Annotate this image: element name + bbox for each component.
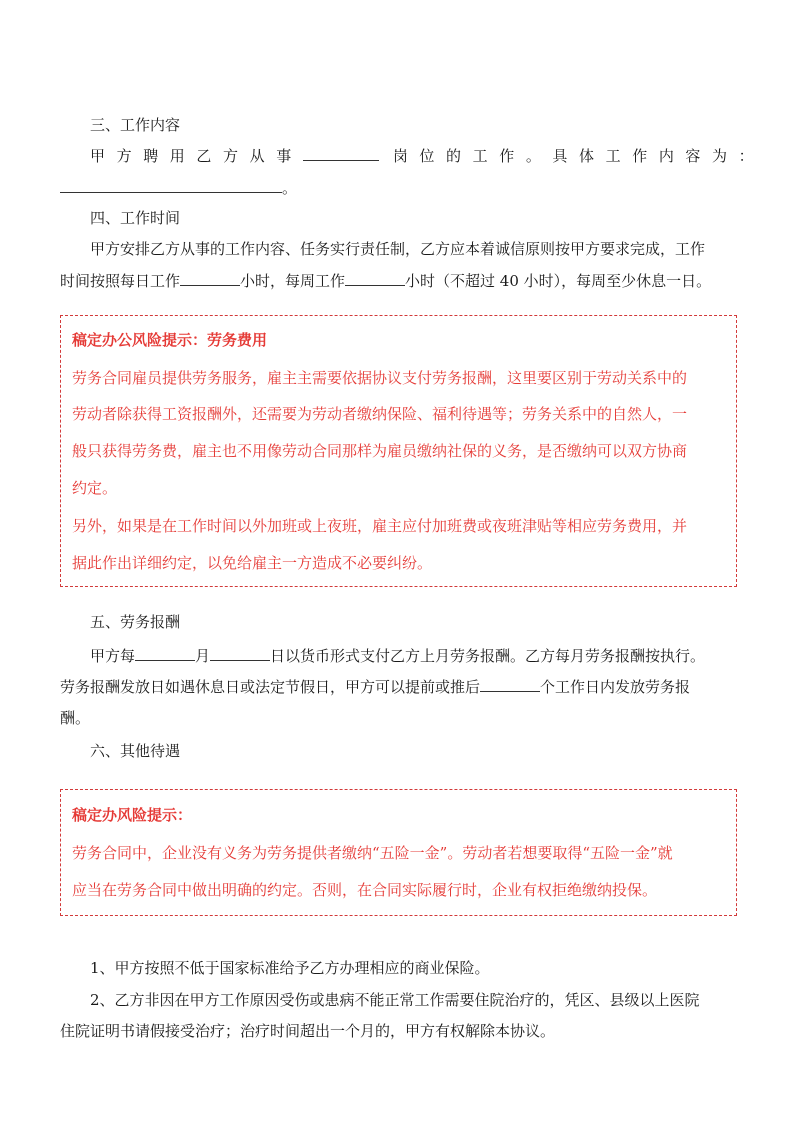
remuneration-line-2: 劳务报酬发放日如遇休息日或法定节假日，甲方可以提前或推后 个工作日内发放劳务报 <box>60 678 691 696</box>
section-heading-remuneration: 五、劳务报酬 <box>90 613 181 631</box>
work-content-line-1: 甲方聘用乙方从事 岗位的工作。具体工作内容为： <box>90 147 766 165</box>
day-blank[interactable] <box>210 646 270 661</box>
workdays-blank[interactable] <box>480 677 540 692</box>
section-heading-work-content: 三、工作内容 <box>90 116 181 134</box>
remuneration-line-1: 甲方每 月 日以货币形式支付乙方上月劳务报酬。乙方每月劳务报酬按执行。 <box>90 647 706 665</box>
position-blank[interactable] <box>303 146 379 161</box>
section-heading-other-benefits: 六、其他待遇 <box>90 742 181 760</box>
remuneration-line-3: 酬。 <box>60 709 91 727</box>
risk-tip-text: 劳动者除获得工资报酬外，还需要为劳动者缴纳保险、福利待遇等；劳务关系中的自然人，一 <box>72 405 688 423</box>
risk-tip-title: 稿定办风险提示： <box>72 806 193 824</box>
work-content-line-2: 。 <box>60 178 297 198</box>
weekly-hours-blank[interactable] <box>345 271 405 286</box>
work-time-line-2: 时间按照每日工作 小时，每周工作 小时（不超过 40 小时），每周至少休息一日。 <box>60 272 712 290</box>
risk-tip-text: 另外，如果是在工作时间以外加班或上夜班，雇主应付加班费或夜班津贴等相应劳务费用，并 <box>72 517 688 535</box>
work-time-line-1: 甲方安排乙方从事的工作内容、任务实行责任制，乙方应本着诚信原则按甲方要求完成，工作 <box>90 240 706 258</box>
risk-tip-text: 约定。 <box>72 479 118 497</box>
risk-tip-text: 劳务合同中，企业没有义务为劳务提供者缴纳“五险一金”。劳动者若想要取得“五险一金”就 <box>72 844 673 862</box>
benefit-item-1: 1、甲方按照不低于国家标准给予乙方办理相应的商业保险。 <box>90 959 490 977</box>
month-blank[interactable] <box>135 646 195 661</box>
risk-tip-title: 稿定办公风险提示：劳务费用 <box>72 331 268 349</box>
section-heading-work-time: 四、工作时间 <box>90 209 181 227</box>
risk-tip-text: 般只获得劳务费，雇主也不用像劳动合同那样为雇员缴纳社保的义务，是否缴纳可以双方协商 <box>72 442 688 460</box>
risk-tip-text: 据此作出详细约定，以免给雇主一方造成不必要纠纷。 <box>72 554 433 572</box>
benefit-item-2-line-2: 住院证明书请假接受治疗；治疗时间超出一个月的，甲方有权解除本协议。 <box>60 1022 556 1040</box>
daily-hours-blank[interactable] <box>180 271 240 286</box>
benefit-item-2-line-1: 2、乙方非因在甲方工作原因受伤或患病不能正常工作需要住院治疗的，凭区、县级以上医院 <box>90 991 700 1009</box>
risk-tip-text: 应当在劳务合同中做出明确的约定。否则，在合同实际履行时，企业有权拒绝缴纳投保。 <box>72 881 658 899</box>
risk-tip-text: 劳务合同雇员提供劳务服务，雇主主需要依据协议支付劳务报酬，这里要区别于劳动关系中的 <box>72 369 688 387</box>
work-content-blank[interactable] <box>60 178 282 193</box>
